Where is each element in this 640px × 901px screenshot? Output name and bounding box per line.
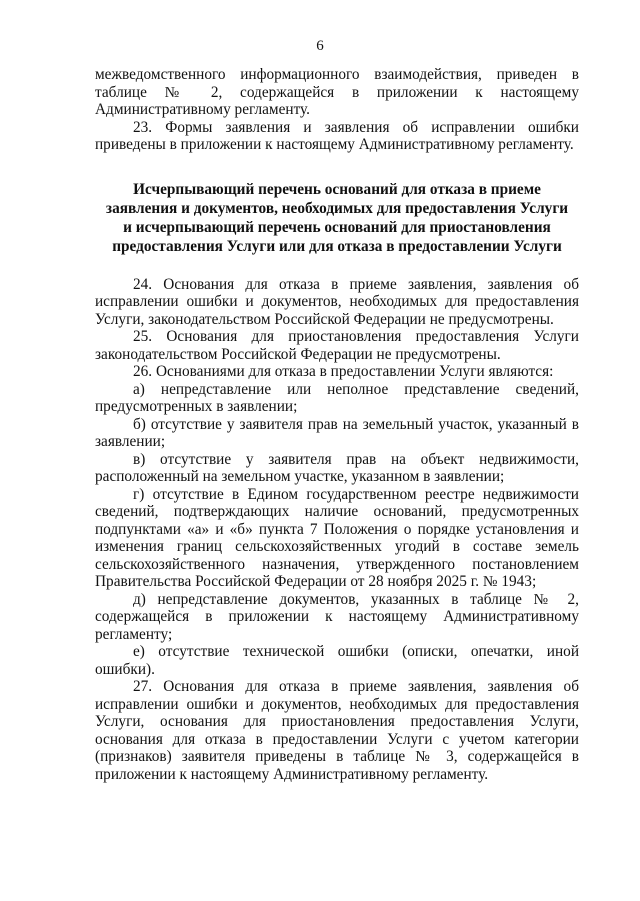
list-item-b: б) отсутствие у заявителя прав на земельный участок, указанный в заявлении; [95,415,579,450]
list-item-a: а) непредставление или неполное представление сведений, предусмотренных в заявлении; [95,380,579,415]
heading-line: заявления и документов, необходимых для предоставления Услуги [105,199,569,217]
list-item-g: г) отсутствие в Едином государственном реестре недвижимости сведений, подтверждающих наличие оснований, предусмотренных подпунктами «а» и «б» пункта 7 Положения о порядке установления и изменения границ сельскохозяйственных угодий в составе земель сельскохозяйственного назначения, утвержденного постановлением Правительства Российской Федерации от 28 ноября 2025 г. № 1943; [95,485,579,590]
list-item-v: в) отсутствие у заявителя прав на объект недвижимости, расположенный на земельном участке, указанном в заявлении; [95,450,579,485]
heading-line: Исчерпывающий перечень оснований для отказа в приеме [133,180,541,198]
heading-line: предоставления Услуги или для отказа в предоставлении Услуги [112,237,562,255]
paragraph-24: 24. Основания для отказа в приеме заявления, заявления об исправлении ошибки и документов, необходимых для предоставления Услуги, законодательством Российской Федерации не предусмотрены. [95,275,579,328]
heading-line: и исчерпывающий перечень оснований для приостановления [123,218,551,236]
paragraph-27: 27. Основания для отказа в приеме заявления, заявления об исправлении ошибки и документов, необходимых для предоставления Услуги, основания для приостановления предоставления Услуги, основания для отказа в предоставлении Услуги с учетом категории (признаков) заявителя приведены в таблице № 3, содержащейся в приложении к настоящему Административному регламенту. [95,678,579,783]
section-heading [95,180,579,256]
document-body [95,66,579,783]
list-item-d: д) непредставление документов, указанных в таблице № 2, содержащейся в приложении к настоящему Административному регламенту; [95,590,579,643]
paragraph-26: 26. Основаниями для отказа в предоставлении Услуги являются: [133,363,554,380]
page-number: 6 [316,38,324,54]
paragraph-continuation: межведомственного информационного взаимодействия, приведен в таблице № 2, содержащейся в приложении к настоящему Административному регламенту. [95,66,579,118]
paragraph-23: 23. Формы заявления и заявления об исправлении ошибки приведены в приложении к настоящему Административному регламенту. [95,118,579,153]
paragraph-25: 25. Основания для приостановления предоставления Услуги законодательством Российской Федерации не предусмотрены. [95,328,579,363]
list-item-e: е) отсутствие технической ошибки (описки, опечатки, иной ошибки). [95,643,579,678]
